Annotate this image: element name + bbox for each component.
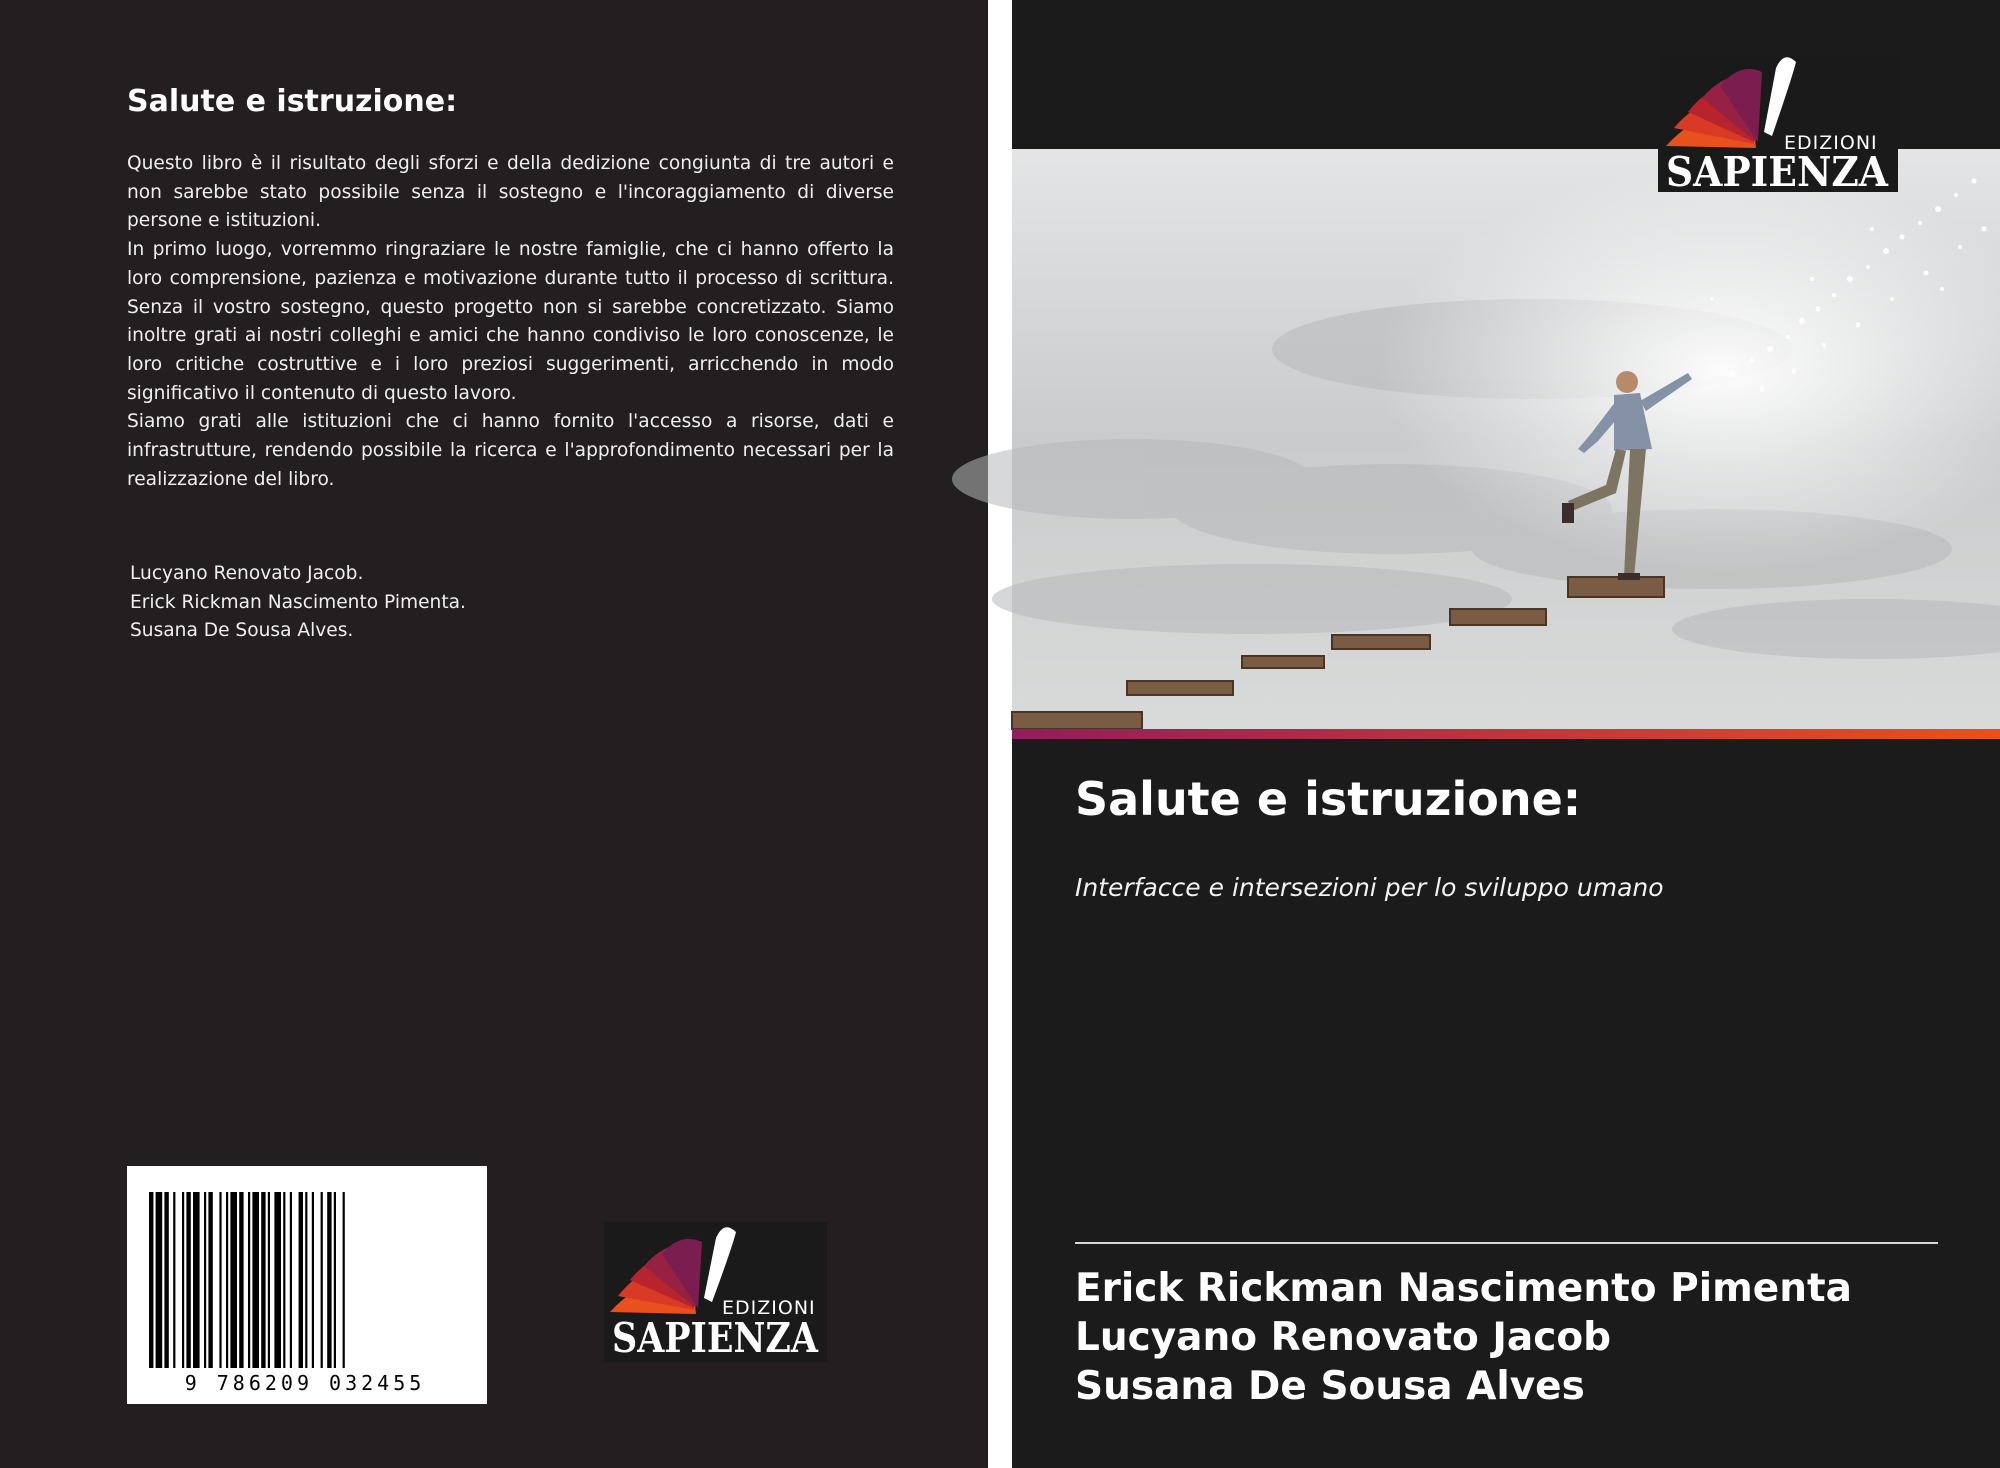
barcode-bar: [327, 1192, 331, 1368]
back-cover-title: Salute e istruzione:: [127, 84, 458, 119]
barcode-bar: [186, 1192, 190, 1368]
accent-stripe: [1012, 729, 2000, 739]
barcode-bar: [299, 1192, 303, 1368]
signature-line: Erick Rickman Nascimento Pimenta.: [130, 591, 466, 613]
blurb-paragraph: Siamo grati alle istituzioni che ci hanno fornito l'accesso a risorse, dati e infrastrutture, rendendo possibile la ricerca e l'approfondimento necessari per la realizzazione del libro.: [127, 411, 894, 490]
signature-line: Susana De Sousa Alves.: [130, 620, 354, 642]
barcode-bar: [274, 1192, 281, 1368]
barcode-bar: [239, 1192, 243, 1368]
front-cover-subtitle: Interfacce e intersezioni per lo sviluppo umano: [1075, 873, 1664, 902]
publisher-line1: EDIZIONI: [722, 1297, 816, 1319]
barcode-bar: [261, 1192, 265, 1368]
front-cover-authors: [1075, 1264, 1852, 1411]
barcode-graphic: [127, 1166, 487, 1404]
isbn-number: 9 786209 032455: [184, 1371, 426, 1395]
barcode-bar: [173, 1192, 175, 1368]
publisher-logo: [604, 1222, 827, 1362]
author-name: Erick Rickman Nascimento Pimenta: [1075, 1266, 1852, 1311]
isbn-barcode: [127, 1166, 487, 1404]
publisher-logo: [1658, 52, 1898, 196]
barcode-bar: [321, 1192, 323, 1368]
barcode-bar: [230, 1192, 237, 1368]
author-signatures: [130, 560, 466, 646]
barcode-bar: [252, 1192, 259, 1368]
barcode-bar: [305, 1192, 307, 1368]
author-name: Susana De Sousa Alves: [1075, 1364, 1585, 1409]
barcode-bar: [164, 1192, 168, 1368]
author-name: Lucyano Renovato Jacob: [1075, 1315, 1612, 1360]
cover-photo: [1012, 149, 2000, 729]
barcode-bar: [290, 1192, 292, 1368]
barcode-bar: [248, 1192, 250, 1368]
barcode-bar: [219, 1192, 221, 1368]
divider-rule: [1075, 1242, 1938, 1244]
barcode-bar: [334, 1192, 336, 1368]
barcode-bar: [182, 1192, 184, 1368]
barcode-bar: [312, 1192, 314, 1368]
publisher-line2: SAPIENZA: [612, 1314, 820, 1362]
barcode-bar: [204, 1192, 206, 1368]
barcode-bar: [193, 1192, 200, 1368]
barcode-bar: [149, 1192, 153, 1368]
publisher-line2: SAPIENZA: [1666, 148, 1890, 196]
spine-gap: [988, 0, 1012, 1468]
barcode-bar: [208, 1192, 212, 1368]
blurb-paragraph: In primo luogo, vorremmo ringraziare le nostre famiglie, che ci hanno offerto la loro comprensione, pazienza e motivazione durante tutto il processo di scrittura. Senza il vostro sostegno, questo progetto non si sarebbe concretizzato. Siamo inoltre grati ai nostri colleghi e amici che hanno condiviso le loro conoscenze, le loro critiche costruttive e i loro preziosi suggerimenti, arricchendo in modo significativo il contenuto di questo lavoro.: [127, 239, 894, 404]
barcode-bar: [283, 1192, 285, 1368]
barcode-bar: [343, 1192, 345, 1368]
barcode-bar: [156, 1192, 163, 1368]
barcode-bar: [268, 1192, 270, 1368]
barcode-bar: [226, 1192, 228, 1368]
front-cover-title: Salute e istruzione:: [1075, 772, 1582, 826]
blurb-paragraph: Questo libro è il risultato degli sforzi e della dedizione congiunta di tre autori e non sarebbe stato possibile senza il sostegno e l'incoraggiamento di diverse persone e istituzioni.: [127, 153, 894, 232]
signature-line: Lucyano Renovato Jacob.: [130, 563, 364, 584]
back-cover-blurb: [127, 150, 894, 494]
back-cover: [0, 0, 988, 1468]
publisher-line1: EDIZIONI: [1784, 132, 1878, 154]
front-cover: [1012, 0, 2000, 1468]
